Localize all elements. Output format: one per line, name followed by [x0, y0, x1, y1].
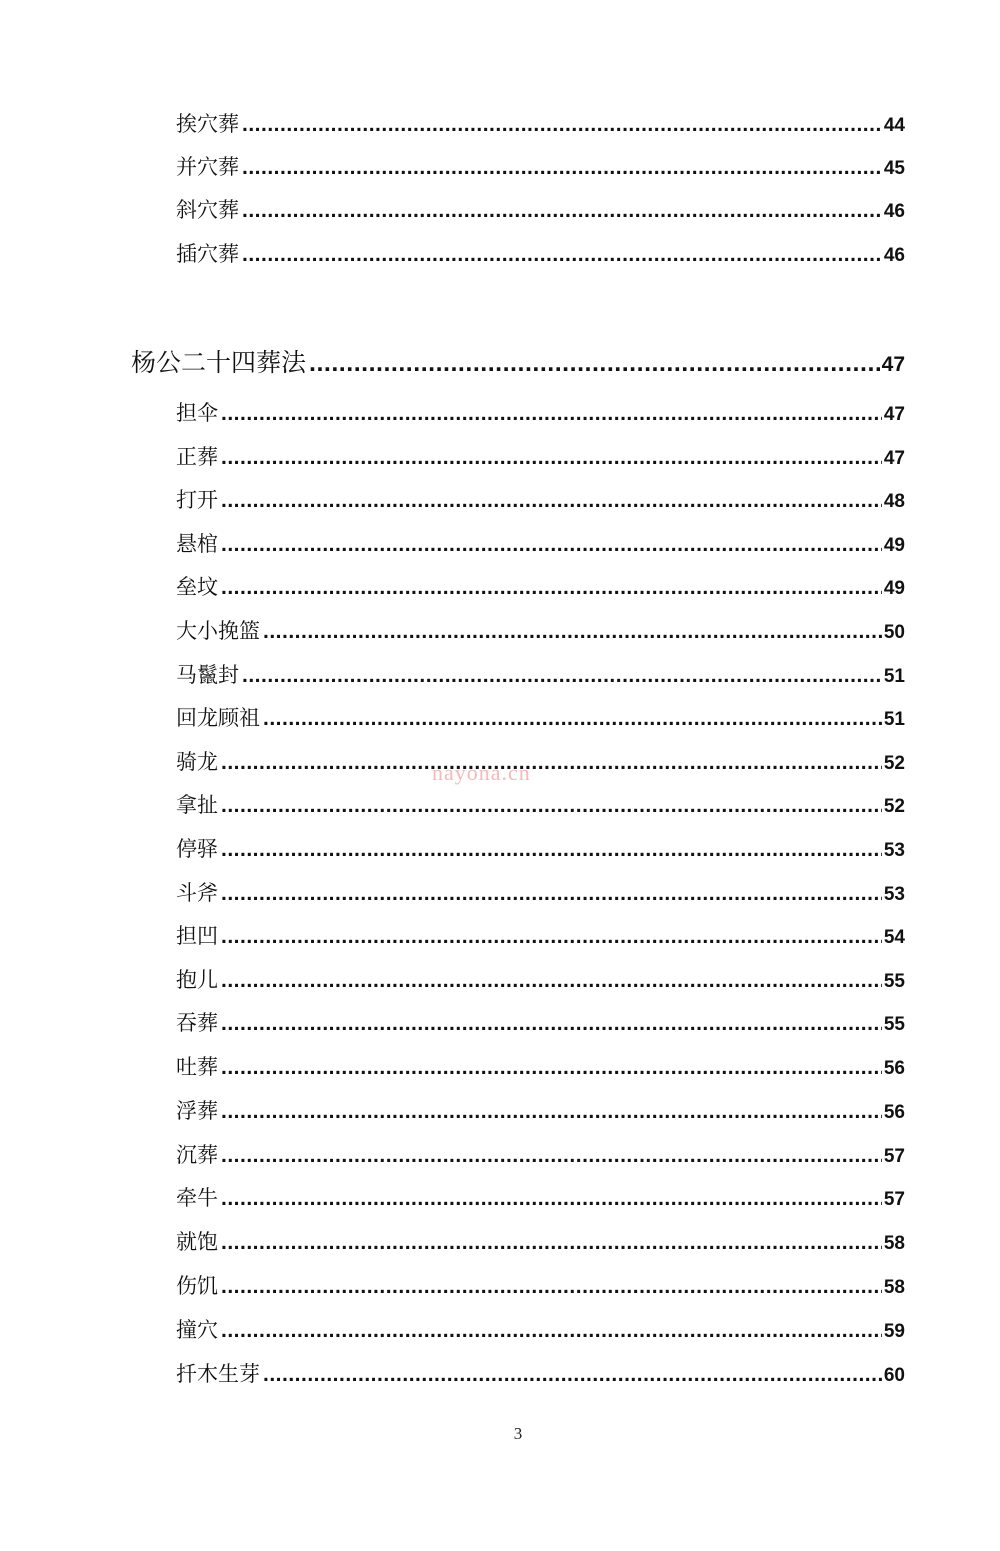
toc-dot-leader	[242, 661, 882, 690]
toc-entry[interactable]	[176, 239, 905, 269]
toc-entry-title: 浮葬	[176, 1099, 218, 1123]
toc-entry[interactable]	[176, 878, 905, 908]
toc-entry-page: 59	[883, 1321, 905, 1342]
toc-chapter-title: 杨公二十四葬法	[131, 348, 307, 377]
toc-entry-page: 44	[883, 115, 905, 136]
toc-entry-title: 悬棺	[176, 532, 218, 556]
toc-entry-page: 53	[883, 884, 905, 905]
toc-entry-title: 牵牛	[176, 1186, 218, 1210]
toc-dot-leader	[221, 1097, 882, 1126]
toc-entry[interactable]	[176, 152, 905, 182]
toc-entry[interactable]	[176, 965, 905, 995]
toc-chapter-entry[interactable]	[131, 345, 905, 381]
toc-entry-title: 挨穴葬	[176, 112, 239, 136]
toc-entry-page: 55	[883, 971, 905, 992]
toc-entry[interactable]	[176, 834, 905, 864]
toc-entry-page: 57	[883, 1189, 905, 1210]
toc-entry-page: 60	[883, 1365, 905, 1386]
toc-dot-leader	[263, 617, 882, 646]
toc-entry[interactable]	[176, 485, 905, 515]
toc-dot-leader	[309, 345, 880, 381]
toc-dot-leader	[221, 1053, 882, 1082]
toc-dot-leader	[263, 704, 882, 733]
toc-entry-page: 46	[883, 245, 905, 266]
toc-entry-title: 马鬣封	[176, 663, 239, 687]
toc-dot-leader	[221, 1228, 882, 1257]
toc-entry-title: 扦木生芽	[176, 1362, 260, 1386]
toc-entry-title: 骑龙	[176, 750, 218, 774]
toc-entry-page: 55	[883, 1014, 905, 1035]
toc-dot-leader	[221, 748, 882, 777]
toc-entry-page: 47	[883, 404, 905, 425]
toc-dot-leader	[221, 879, 882, 908]
watermark: nayona.cn	[432, 760, 531, 785]
toc-entry[interactable]	[176, 790, 905, 820]
toc-dot-leader	[242, 240, 882, 269]
toc-entry-page: 57	[883, 1146, 905, 1167]
toc-dot-leader	[221, 1184, 882, 1213]
toc-dot-leader	[221, 835, 882, 864]
toc-entry-page: 56	[883, 1102, 905, 1123]
toc-entry-page: 53	[883, 840, 905, 861]
toc-entry-title: 沉葬	[176, 1143, 218, 1167]
toc-entry[interactable]	[176, 442, 905, 472]
toc-entry[interactable]	[176, 703, 905, 733]
toc-entry-page: 58	[883, 1233, 905, 1254]
toc-dot-leader	[221, 530, 882, 559]
toc-entry-title: 斗斧	[176, 881, 218, 905]
toc-entry-title: 撞穴	[176, 1318, 218, 1342]
toc-entry-title: 打开	[176, 488, 218, 512]
toc-entry-page: 51	[883, 709, 905, 730]
toc-dot-leader	[221, 486, 882, 515]
toc-entry-title: 吞葬	[176, 1011, 218, 1035]
toc-entry-title: 就饱	[176, 1230, 218, 1254]
toc-entry[interactable]	[176, 529, 905, 559]
toc-entry[interactable]	[176, 1271, 905, 1301]
toc-entry[interactable]	[176, 616, 905, 646]
toc-entry-page: 47	[883, 448, 905, 469]
toc-entry-page: 51	[883, 666, 905, 687]
toc-entry-title: 垒坟	[176, 575, 218, 599]
toc-entry-page: 50	[883, 622, 905, 643]
toc-entry-title: 担伞	[176, 401, 218, 425]
toc-dot-leader	[221, 922, 882, 951]
toc-entry[interactable]	[176, 1140, 905, 1170]
toc-dot-leader	[242, 153, 882, 182]
toc-dot-leader	[221, 1316, 882, 1345]
toc-entry[interactable]	[176, 660, 905, 690]
toc-entry[interactable]	[176, 1008, 905, 1038]
toc-entry-title: 伤饥	[176, 1274, 218, 1298]
toc-entry-title: 吐葬	[176, 1055, 218, 1079]
toc-entry[interactable]	[176, 572, 905, 602]
toc-entry[interactable]	[176, 1359, 905, 1389]
toc-entry-title: 大小挽篮	[176, 619, 260, 643]
toc-dot-leader	[221, 1272, 882, 1301]
toc-entry-page: 54	[883, 927, 905, 948]
toc-entry-title: 插穴葬	[176, 242, 239, 266]
toc-dot-leader	[221, 1009, 882, 1038]
toc-entry-page: 48	[883, 491, 905, 512]
toc-dot-leader	[242, 196, 882, 225]
toc-entry-page: 58	[883, 1277, 905, 1298]
toc-entry-page: 45	[883, 158, 905, 179]
toc-dot-leader	[221, 966, 882, 995]
toc-entry[interactable]	[176, 1227, 905, 1257]
toc-entry-page: 49	[883, 578, 905, 599]
toc-dot-leader	[221, 1141, 882, 1170]
toc-dot-leader	[242, 110, 882, 139]
toc-entry[interactable]	[176, 1096, 905, 1126]
toc-dot-leader	[221, 399, 882, 428]
toc-entry-title: 回龙顾祖	[176, 706, 260, 730]
page-number: 3	[513, 1424, 523, 1443]
toc-chapter-page: 47	[881, 353, 905, 376]
toc-entry-title: 担凹	[176, 924, 218, 948]
toc-entry[interactable]	[176, 109, 905, 139]
toc-dot-leader	[221, 791, 882, 820]
toc-entry-title: 正葬	[176, 445, 218, 469]
toc-entry[interactable]	[176, 1052, 905, 1082]
toc-entry[interactable]	[176, 747, 905, 777]
toc-entry-title: 停驿	[176, 837, 218, 861]
toc-entry[interactable]	[176, 1315, 905, 1345]
toc-entry-page: 52	[883, 753, 905, 774]
toc-entry[interactable]	[176, 921, 905, 951]
toc-entry-page: 49	[883, 535, 905, 556]
toc-dot-leader	[263, 1360, 882, 1389]
toc-dot-leader	[221, 443, 882, 472]
toc-dot-leader	[221, 573, 882, 602]
toc-entry[interactable]	[176, 398, 905, 428]
toc-entry[interactable]	[176, 1183, 905, 1213]
toc-entry-title: 抱儿	[176, 968, 218, 992]
toc-entry-page: 56	[883, 1058, 905, 1079]
toc-entry-page: 46	[883, 201, 905, 222]
toc-entry-title: 斜穴葬	[176, 198, 239, 222]
toc-entry-title: 并穴葬	[176, 155, 239, 179]
toc-entry-title: 拿扯	[176, 793, 218, 817]
toc-entry-page: 52	[883, 796, 905, 817]
toc-entry[interactable]	[176, 195, 905, 225]
